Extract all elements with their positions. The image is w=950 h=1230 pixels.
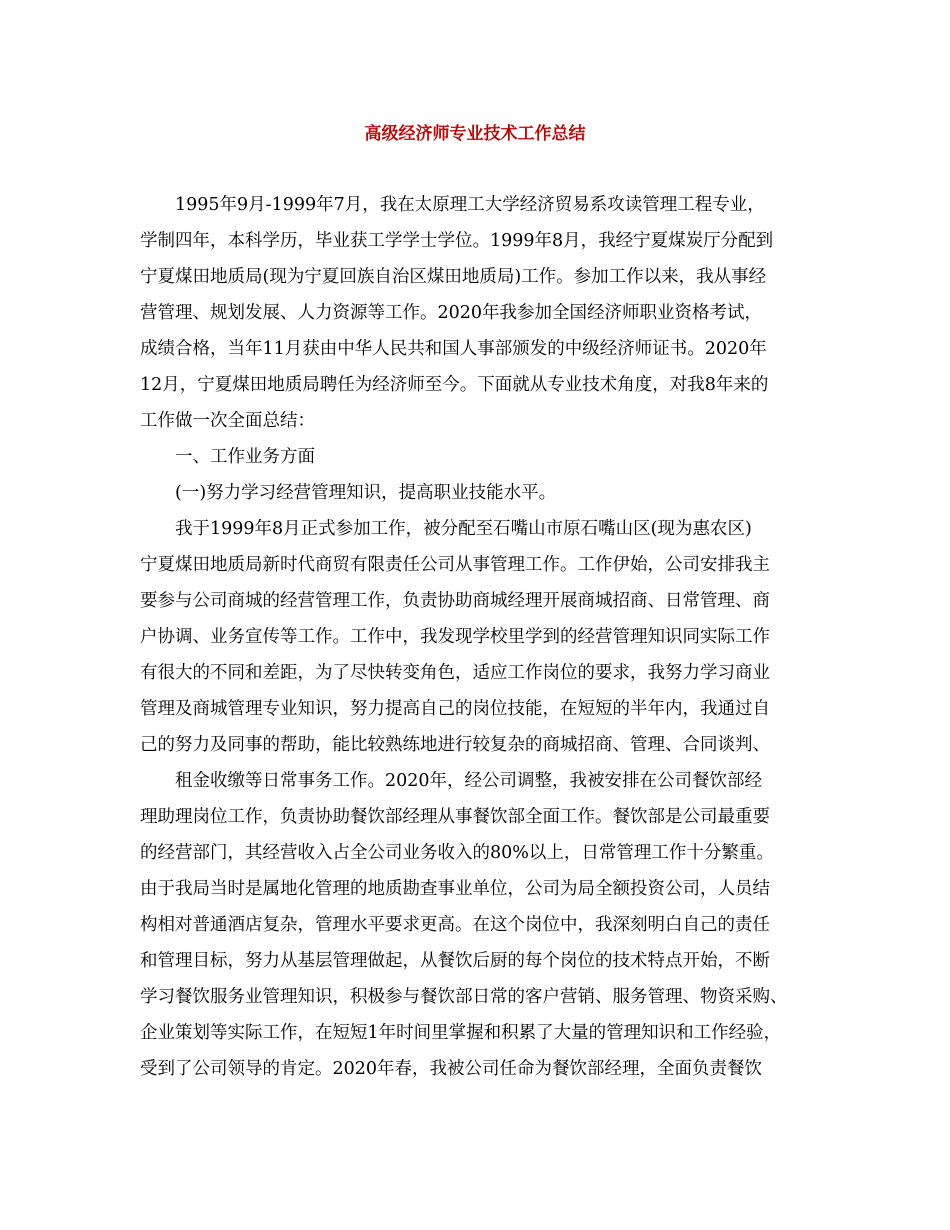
paragraph-line: 构相对普通酒店复杂，管理水平要求更高。在这个岗位中，我深刻明白自己的责任 xyxy=(140,915,770,935)
paragraph-line: 12月，宁夏煤田地质局聘任为经济师至今。下面就从专业技术角度，对我8年来的 xyxy=(140,375,769,395)
paragraph-line: 企业策划等实际工作，在短短1年时间里掌握和积累了大量的管理知识和工作经验， xyxy=(140,1023,782,1043)
paragraph-line: 工作做一次全面总结： xyxy=(140,411,315,431)
paragraph-line: 由于我局当时是属地化管理的地质勘查事业单位，公司为局全额投资公司，人员结 xyxy=(140,879,770,899)
paragraph-line: 我于1999年8月正式参加工作，被分配至石嘴山市原石嘴山区(现为惠农区) xyxy=(175,519,752,539)
paragraph-line: 宁夏煤田地质局(现为宁夏回族自治区煤田地质局)工作。参加工作以来，我从事经 xyxy=(140,267,767,287)
paragraph-line: 的经营部门，其经营收入占全公司业务收入的80%以上，日常管理工作十分繁重。 xyxy=(140,843,774,863)
paragraph-line: 学制四年，本科学历，毕业获工学学士学位。1999年8月，我经宁夏煤炭厅分配到 xyxy=(140,231,774,251)
paragraph-line: 管理及商城管理专业知识，努力提高自己的岗位技能，在短短的半年内，我通过自 xyxy=(140,699,770,719)
section-heading: 一、工作业务方面 xyxy=(175,447,315,467)
paragraph-line: 宁夏煤田地质局新时代商贸有限责任公司从事管理工作。工作伊始，公司安排我主 xyxy=(140,555,770,575)
paragraph-line: 营管理、规划发展、人力资源等工作。2020年我参加全国经济师职业资格考试， xyxy=(140,303,763,323)
paragraph-line: 和管理目标，努力从基层管理做起，从餐饮后厨的每个岗位的技术特点开始，不断 xyxy=(140,951,770,971)
paragraph-line: 学习餐饮服务业管理知识，积极参与餐饮部日常的客户营销、服务管理、物资采购、 xyxy=(140,987,788,1007)
document-title: 高级经济师专业技术工作总结 xyxy=(364,124,586,144)
paragraph-line: 理助理岗位工作，负责协助餐饮部经理从事餐饮部全面工作。餐饮部是公司最重要 xyxy=(140,807,770,827)
paragraph-line: 1995年9月-1999年7月，我在太原理工大学经济贸易系攻读管理工程专业， xyxy=(175,195,765,215)
paragraph-line: 要参与公司商城的经营管理工作，负责协助商城经理开展商城招商、日常管理、商 xyxy=(140,591,770,611)
subsection-heading: (一)努力学习经营管理知识，提高职业技能水平。 xyxy=(175,483,557,503)
paragraph-line: 有很大的不同和差距，为了尽快转变角色，适应工作岗位的要求，我努力学习商业 xyxy=(140,663,770,683)
paragraph-line: 租金收缴等日常事务工作。2020年，经公司调整，我被安排在公司餐饮部经 xyxy=(175,771,763,791)
paragraph-line: 成绩合格，当年11月获由中华人民共和国人事部颁发的中级经济师证书。2020年 xyxy=(140,339,767,359)
paragraph-line: 己的努力及同事的帮助，能比较熟练地进行较复杂的商城招商、管理、合同谈判、 xyxy=(140,735,770,755)
paragraph-line: 受到了公司领导的肯定。2020年春，我被公司任命为餐饮部经理，全面负责餐饮 xyxy=(140,1059,763,1079)
paragraph-line: 户协调、业务宣传等工作。工作中，我发现学校里学到的经营管理知识同实际工作 xyxy=(140,627,770,647)
